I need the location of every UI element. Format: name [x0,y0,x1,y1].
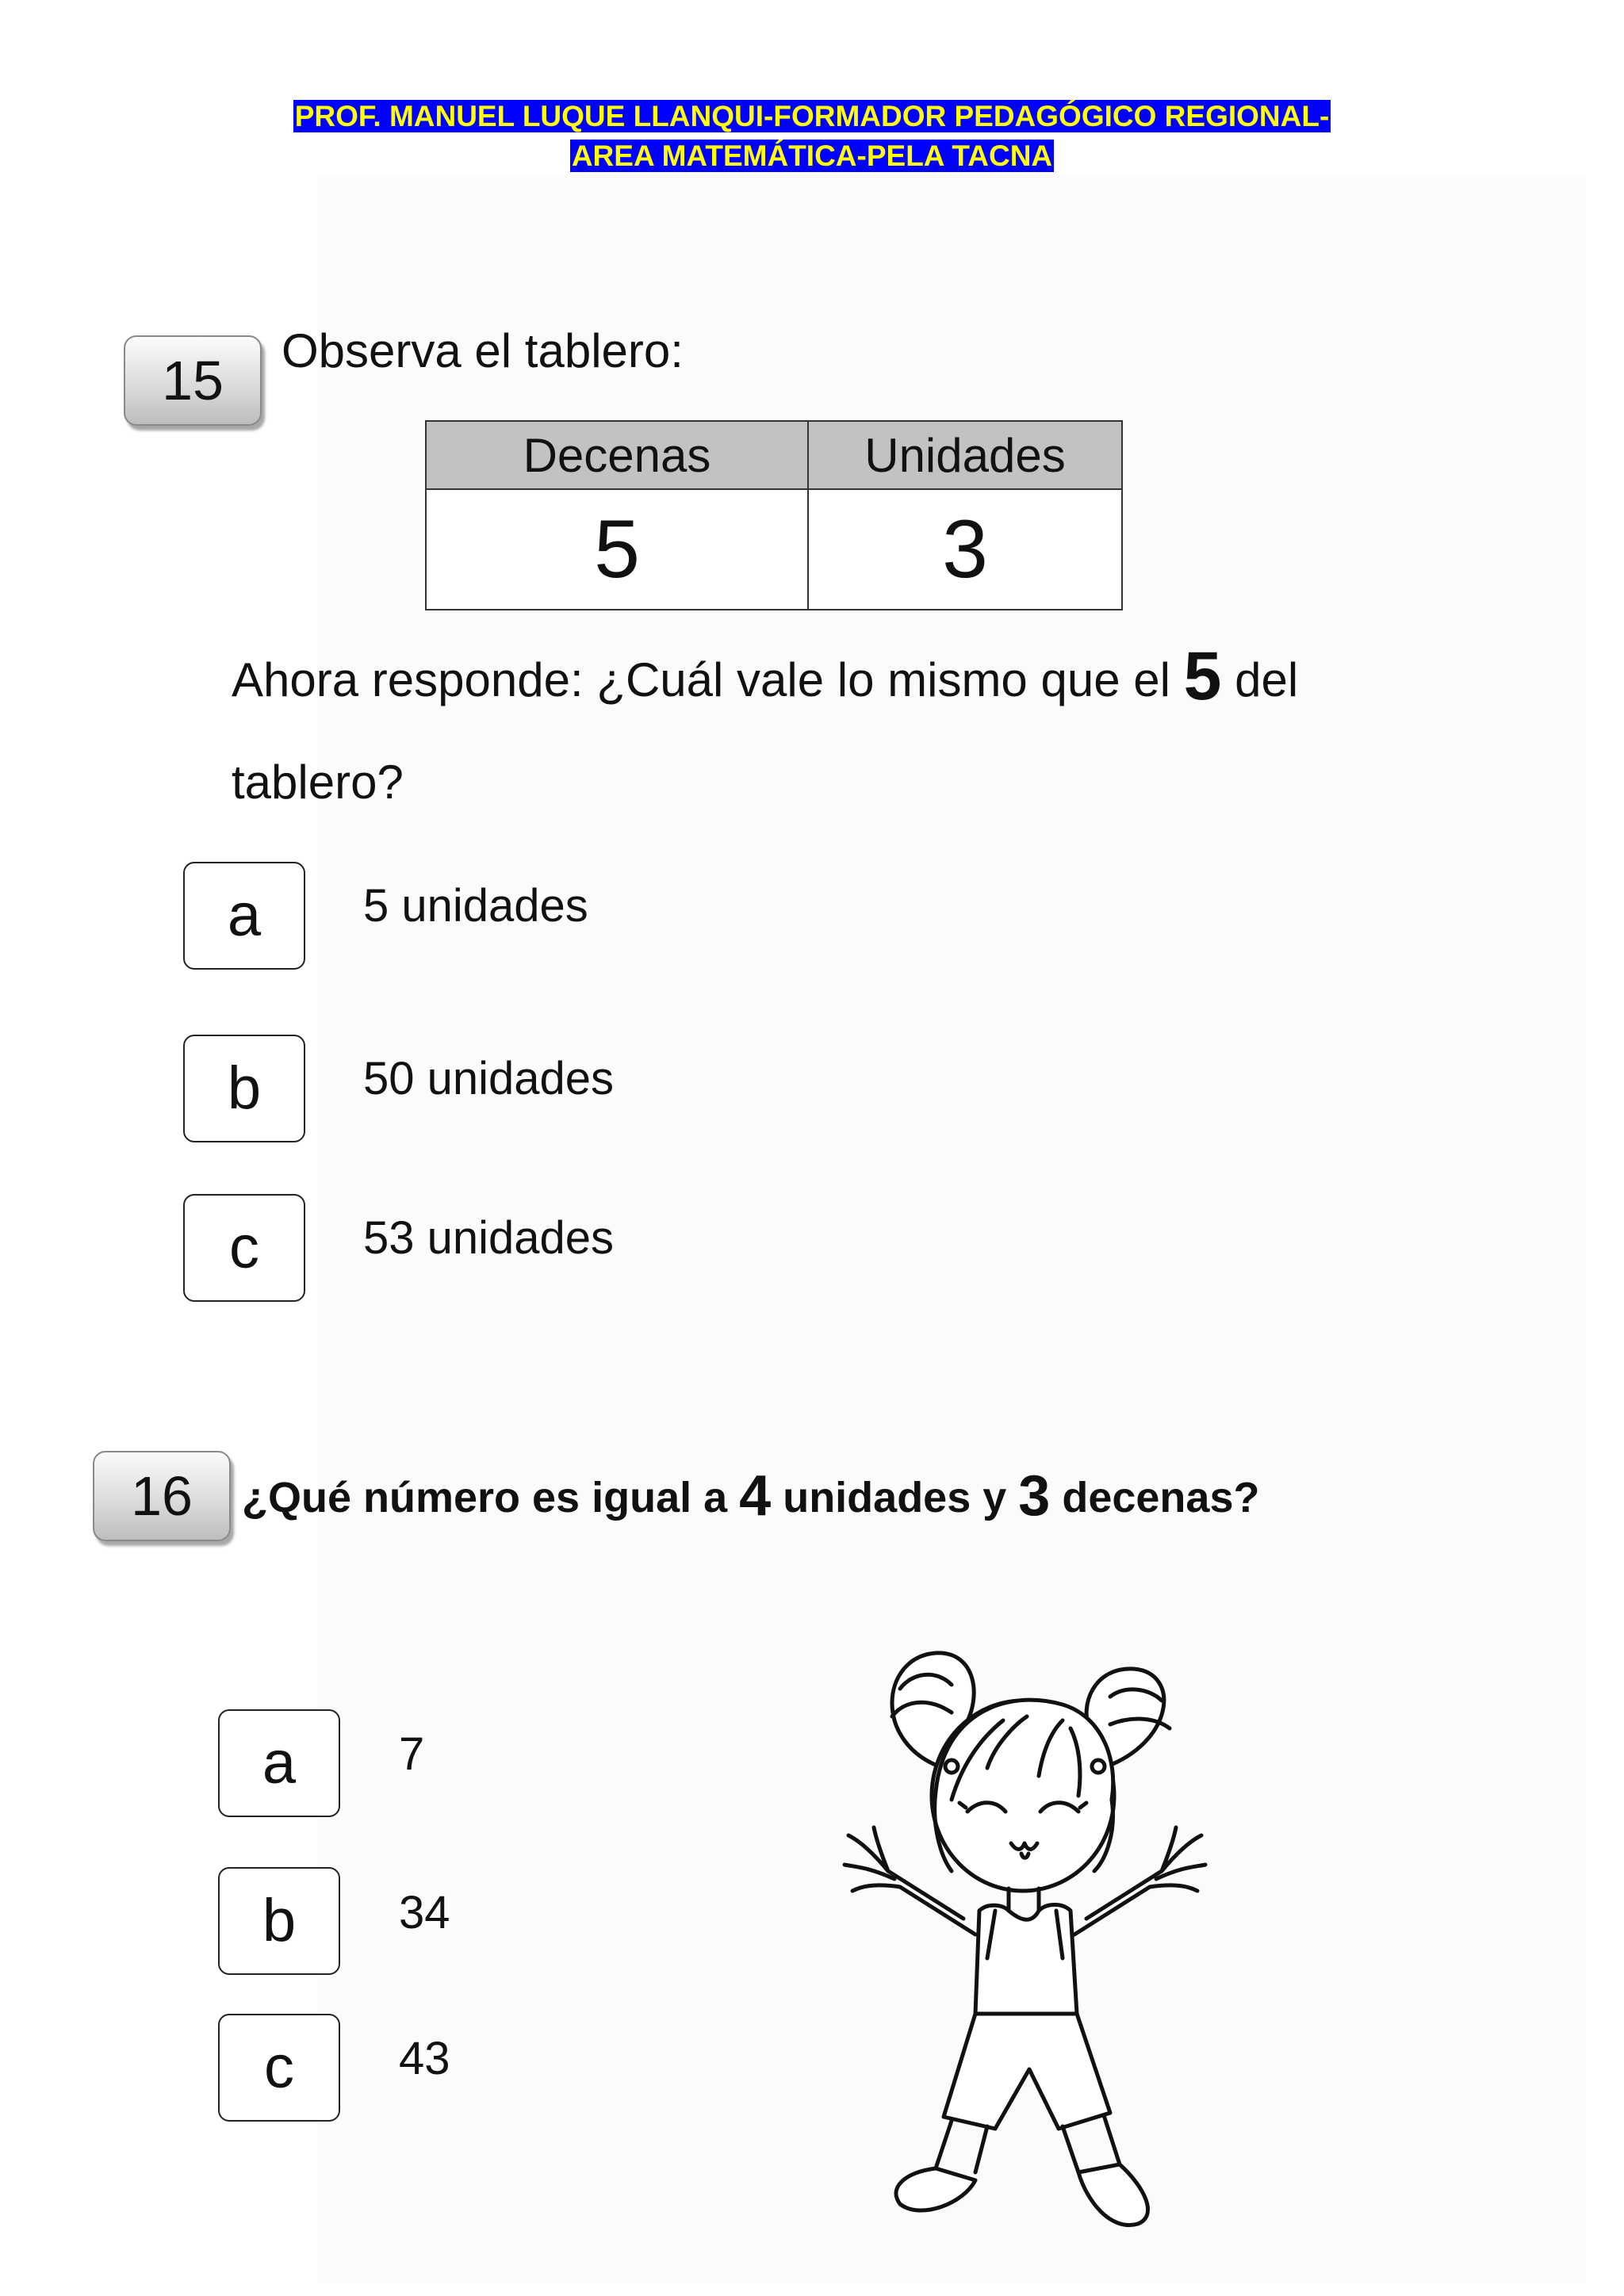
q16-question [242,1464,1260,1528]
q16-option-c-box[interactable]: c [218,2014,340,2122]
q15-option-b-text: 50 unidades [363,1053,615,1104]
q16-option-c-text: 43 [399,2033,450,2084]
table-header-decenas: Decenas [426,421,808,489]
q15-question-line2: tablero? [232,756,404,809]
q16-number-3: 3 [1018,1464,1051,1528]
q16-option-b-box[interactable]: b [218,1867,340,1975]
q15-option-c-text: 53 unidades [363,1212,615,1264]
q15-question [232,638,1299,714]
q15-option-c-box[interactable]: c [183,1194,305,1302]
q15-option-a-box[interactable]: a [183,862,305,970]
q16-option-a-box[interactable]: a [218,1709,340,1817]
question-number-badge-15: 15 [124,335,262,426]
header-line-2: AREA MATEMÁTICA-PELA TACNA [571,140,1053,172]
place-value-table [425,420,1123,610]
q16-question-part3: decenas? [1050,1474,1260,1521]
q15-option-b-box[interactable]: b [183,1035,305,1142]
table-cell-decenas: 5 [426,489,808,610]
table-header-unidades: Unidades [808,421,1122,489]
question-number-badge-16: 16 [93,1451,231,1541]
table-cell-unidades: 3 [808,489,1122,610]
q16-question-part1: ¿Qué número es igual a [242,1474,740,1521]
q15-question-part1: Ahora responde: ¿Cuál vale lo mismo que el [232,653,1184,706]
girl-illustration [825,1641,1237,2244]
q16-option-b-text: 34 [399,1887,450,1938]
q16-question-part2: unidades y [771,1474,1019,1521]
q16-number-4: 4 [739,1464,772,1528]
q15-option-a-text: 5 unidades [363,880,588,932]
header-line-1: PROF. MANUEL LUQUE LLANQUI-FORMADOR PEDAGÓGICO REGIONAL- [294,100,1330,132]
q15-question-part2: del [1221,653,1299,706]
page-header [0,97,1624,176]
q16-option-a-text: 7 [399,1728,425,1780]
q15-question-highlight: 5 [1183,638,1222,714]
q15-prompt: Observa el tablero: [282,324,684,377]
